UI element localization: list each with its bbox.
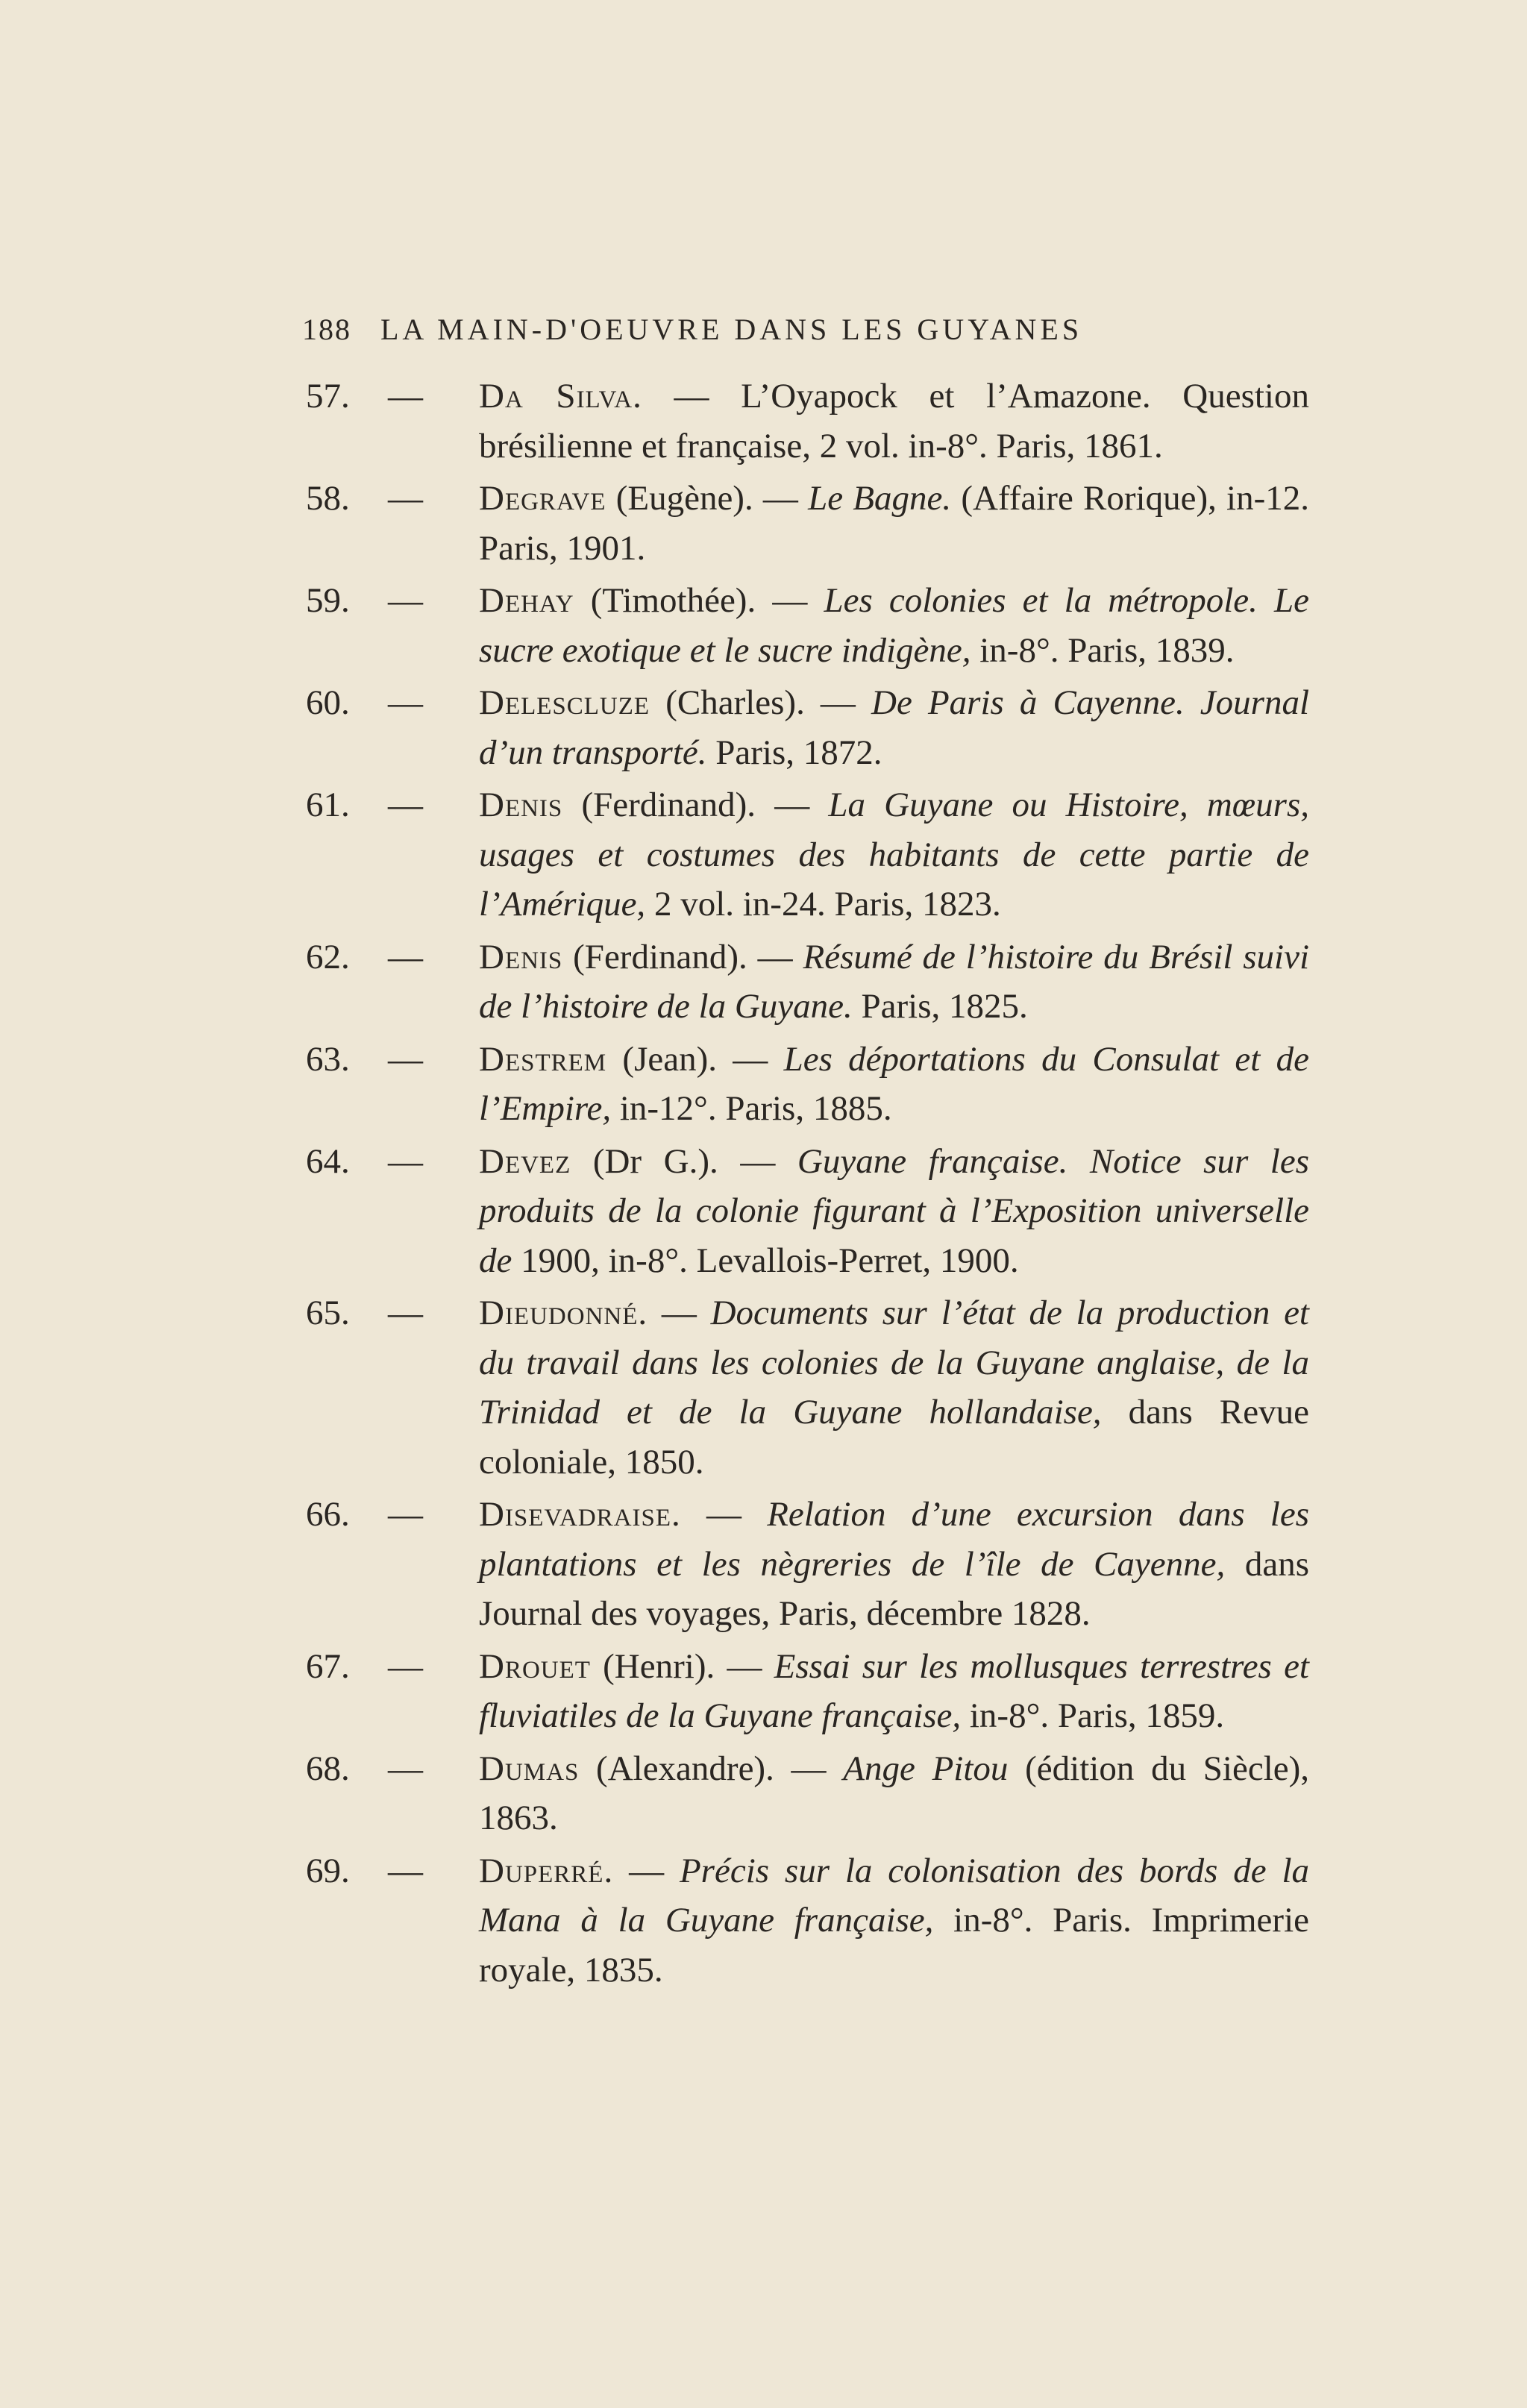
entry-dash: — (388, 1495, 423, 1534)
entry-number: 65. (306, 1294, 350, 1332)
entry-author: Dieudonné. (479, 1294, 648, 1332)
bibliography-entry (306, 780, 1309, 929)
entry-details: Paris, 1825. (861, 987, 1028, 1026)
entry-dash: — (388, 683, 423, 722)
bibliography-entry (306, 1137, 1309, 1286)
entry-details: in-12°. Paris, 1885. (619, 1089, 892, 1128)
bibliography-entry (306, 576, 1309, 675)
entry-separator: (Jean). — (622, 1039, 768, 1079)
entry-dash: — (388, 1141, 423, 1181)
entry-details: in-8°. Paris, 1839. (979, 630, 1235, 670)
entry-author: Drouet (479, 1646, 591, 1686)
running-header (302, 312, 1272, 347)
entry-author: Devez (479, 1141, 571, 1181)
entry-number: 58. (306, 479, 350, 518)
entry-title: Résumé de l’histoire du Brésil suivi de l’histoire de la Guyane. (479, 937, 1310, 1026)
entry-title: Ange Pitou (843, 1749, 1009, 1788)
entry-number: 60. (306, 683, 350, 722)
entry-separator: (Eugène). — (615, 479, 798, 518)
entry-dash: — (388, 786, 423, 824)
entry-dash: — (388, 377, 423, 416)
entry-number: 57. (306, 377, 350, 416)
entry-author: Destrem (479, 1039, 607, 1079)
entry-separator: — (661, 1294, 697, 1332)
entry-separator: — (674, 377, 709, 416)
entry-title: Essai sur les mollusques terrestres et fluviatiles de la Guyane française, (479, 1646, 1309, 1735)
bibliography-entry (306, 1744, 1309, 1843)
entry-separator: — (706, 1495, 741, 1534)
entry-dash: — (388, 1039, 423, 1079)
page-number: 188 (302, 313, 351, 346)
entry-title: Documents sur l’état de la production et du travail dans les colonies de la Guyane anglaise, de la Trinidad et de la Guyane hollandaise, (479, 1294, 1309, 1432)
entry-number: 59. (306, 581, 350, 620)
entry-dash: — (388, 1646, 423, 1686)
bibliography-entry (306, 1490, 1309, 1639)
entry-author: Duperré. (479, 1851, 614, 1890)
entry-title: Les déportations du Consulat et de l’Empire, (479, 1039, 1309, 1128)
entry-separator: (Ferdinand). — (581, 786, 810, 824)
entry-details: 2 vol. in-24. Paris, 1823. (653, 885, 1001, 924)
entry-author: Denis (479, 786, 563, 824)
entry-author: Dehay (479, 581, 574, 620)
entry-separator: (Charles). — (665, 683, 856, 722)
bibliography-entry (306, 678, 1309, 777)
entry-title: Précis sur la colonisation des bords de la Mana à la Guyane française, (479, 1851, 1310, 1940)
bibliography-entry (306, 1642, 1309, 1741)
entry-number: 66. (306, 1495, 350, 1534)
entry-details: Paris, 1872. (715, 733, 882, 772)
entry-number: 63. (306, 1039, 350, 1079)
entry-details: 1900, in-8°. Levallois-Perret, 1900. (521, 1241, 1019, 1280)
bibliography-list (306, 371, 1309, 1998)
entry-dash: — (388, 479, 423, 518)
bibliography-entry (306, 1035, 1309, 1134)
entry-author: Da Silva. (479, 377, 642, 416)
bibliography-entry (306, 1288, 1309, 1487)
entry-author: Delescluze (479, 683, 650, 722)
entry-number: 62. (306, 937, 350, 976)
entry-number: 69. (306, 1851, 350, 1890)
entry-number: 67. (306, 1646, 350, 1686)
entry-separator: — (629, 1851, 665, 1890)
entry-details: in-8°. Paris. Imprimerie royale, 1835. (479, 1901, 1309, 1990)
entry-separator: (Ferdinand). — (573, 937, 793, 976)
bibliography-entry (306, 1846, 1309, 1995)
entry-number: 61. (306, 786, 350, 824)
entry-details: L’Oyapock et l’Amazone. Question brésilienne et française, 2 vol. in-8°. Paris, 1861. (479, 377, 1309, 465)
entry-dash: — (388, 581, 423, 620)
entry-separator: (Henri). — (603, 1646, 762, 1686)
entry-dash: — (388, 1851, 423, 1890)
running-title: LA MAIN-D'OEUVRE DANS LES GUYANES (380, 313, 1083, 346)
entry-dash: — (388, 1749, 423, 1788)
entry-author: Disevadraise. (479, 1495, 681, 1534)
entry-separator: (Alexandre). — (596, 1749, 827, 1788)
entry-separator: (Timothée). — (590, 581, 808, 620)
entry-title: Les colonies et la métropole. Le sucre exotique et le sucre indigène, (479, 581, 1310, 670)
bibliography-entry (306, 932, 1309, 1032)
entry-title: De Paris à Cayenne. Journal d’un transporté. (479, 683, 1310, 772)
entry-author: Dumas (479, 1749, 580, 1788)
entry-details: dans Revue coloniale, 1850. (479, 1393, 1309, 1482)
entry-number: 68. (306, 1749, 350, 1788)
entry-title: La Guyane ou Histoire, mœurs, usages et costumes des habitants de cette partie de l’Amérique, (479, 786, 1309, 924)
entry-details: in-8°. Paris, 1859. (969, 1696, 1225, 1735)
bibliography-entry (306, 474, 1309, 573)
bibliography-entry (306, 371, 1309, 471)
entry-title: Guyane française. Notice sur les produits de la colonie figurant à l’Exposition universelle de (479, 1141, 1310, 1280)
entry-title: Relation d’une excursion dans les plantations et les nègreries de l’île de Cayenne, (479, 1495, 1310, 1584)
entry-author: Degrave (479, 479, 606, 518)
entry-details: (Affaire Rorique), in-12. Paris, 1901. (479, 479, 1310, 568)
entry-details: dans Journal des voyages, Paris, décembre 1828. (479, 1544, 1309, 1633)
entry-dash: — (388, 937, 423, 976)
entry-dash: — (388, 1294, 423, 1332)
entry-details: (édition du Siècle), 1863. (479, 1749, 1310, 1837)
entry-title: Le Bagne. (808, 479, 952, 518)
entry-author: Denis (479, 937, 563, 976)
entry-number: 64. (306, 1141, 350, 1181)
entry-separator: (Dr G.). — (592, 1141, 776, 1181)
